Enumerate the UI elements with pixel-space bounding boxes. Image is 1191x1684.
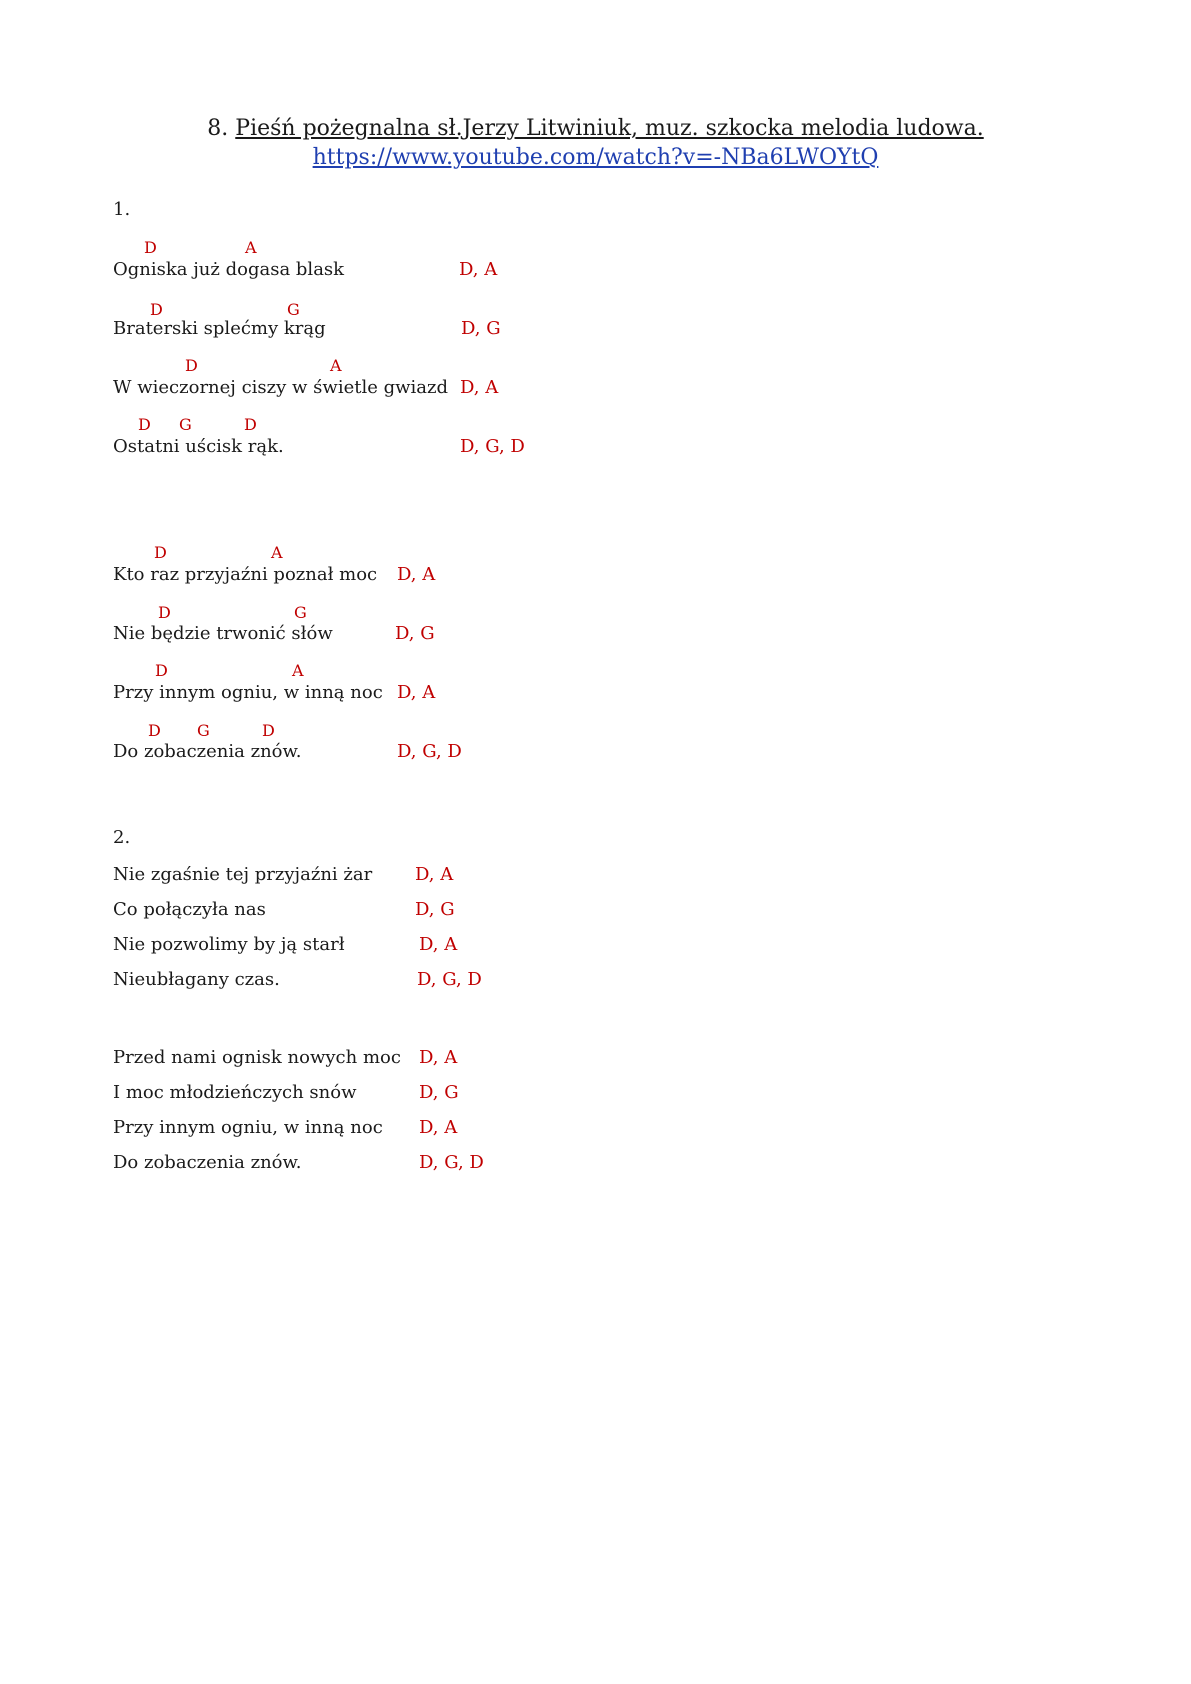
- chord-above: D: [158, 603, 171, 622]
- chord-summary: D, G, D: [460, 436, 525, 457]
- lyric-line: Kto raz przyjaźni poznał moc: [113, 564, 378, 585]
- chord-above: D: [148, 721, 161, 740]
- chord-above: D: [185, 356, 198, 375]
- chord-summary: D, G, D: [419, 1152, 484, 1173]
- chord-summary: D, G: [419, 1082, 459, 1103]
- lyric-line: Nieubłagany czas.: [113, 969, 280, 990]
- lyric-line: Przed nami ognisk nowych moc: [113, 1047, 401, 1068]
- chord-above: A: [245, 238, 257, 257]
- chord-summary: D, A: [415, 864, 454, 885]
- chord-above: G: [294, 603, 307, 622]
- chord-above: D: [144, 238, 157, 257]
- chord-summary: D, A: [460, 377, 499, 398]
- lyric-line: Braterski splećmy krąg: [113, 318, 326, 339]
- chord-summary: D, G: [415, 899, 455, 920]
- lyric-line: Nie pozwolimy by ją starł: [113, 934, 345, 955]
- verse-2-number: 2.: [113, 827, 131, 848]
- chord-summary: D, A: [397, 564, 436, 585]
- chord-summary: D, A: [419, 934, 458, 955]
- chord-above: D: [244, 415, 257, 434]
- chord-summary: D, G, D: [397, 741, 462, 762]
- chord-above: D: [262, 721, 275, 740]
- chord-above: G: [179, 415, 192, 434]
- chord-summary: D, G, D: [417, 969, 482, 990]
- song-title-text: Pieśń pożegnalna sł.Jerzy Litwiniuk, muz. szkocka melodia ludowa.: [235, 116, 984, 141]
- verse-1-number: 1.: [113, 199, 131, 220]
- lyric-line: Ostatni uścisk rąk.: [113, 436, 284, 457]
- chord-above: G: [287, 300, 300, 319]
- chord-summary: D, A: [459, 259, 498, 280]
- chord-summary: D, A: [419, 1047, 458, 1068]
- lyric-line: Nie będzie trwonić słów: [113, 623, 333, 644]
- lyric-line: I moc młodzieńczych snów: [113, 1082, 357, 1103]
- chord-summary: D, G: [395, 623, 435, 644]
- chord-above: D: [138, 415, 151, 434]
- lyric-line: Do zobaczenia znów.: [113, 1152, 302, 1173]
- chord-above: G: [197, 721, 210, 740]
- chord-above: D: [154, 543, 167, 562]
- lyric-line: Do zobaczenia znów.: [113, 741, 302, 762]
- lyric-line: Przy innym ogniu, w inną noc: [113, 1117, 383, 1138]
- chord-summary: D, A: [419, 1117, 458, 1138]
- lyric-line: Co połączyła nas: [113, 899, 266, 920]
- chord-above: A: [330, 356, 342, 375]
- chord-above: D: [150, 300, 163, 319]
- lyric-line: Ogniska już dogasa blask: [113, 259, 345, 280]
- lyric-line: Nie zgaśnie tej przyjaźni żar: [113, 864, 373, 885]
- chord-summary: D, G: [461, 318, 501, 339]
- chord-above: D: [155, 661, 168, 680]
- lyric-line: W wieczornej ciszy w świetle gwiazd: [113, 377, 449, 398]
- lyric-line: Przy innym ogniu, w inną noc: [113, 682, 383, 703]
- chord-summary: D, A: [397, 682, 436, 703]
- youtube-link[interactable]: https://www.youtube.com/watch?v=-NBa6LWOYtQ: [312, 145, 879, 170]
- song-number: 8.: [207, 116, 229, 141]
- chord-above: A: [271, 543, 283, 562]
- song-title: [0, 116, 1191, 142]
- chord-above: A: [292, 661, 304, 680]
